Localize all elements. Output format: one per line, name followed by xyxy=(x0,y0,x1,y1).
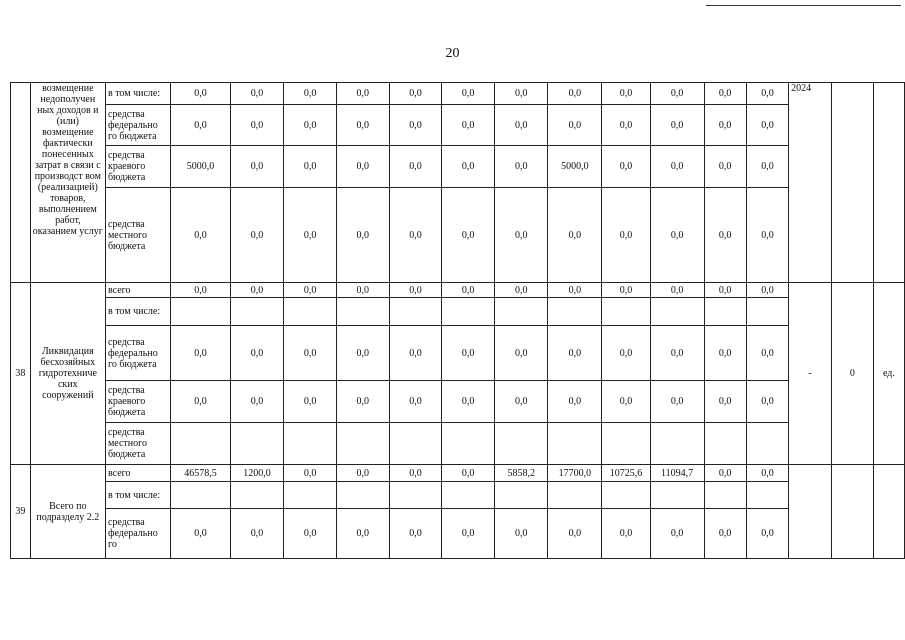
value-cell: 0,0 xyxy=(650,83,704,105)
value-cell xyxy=(650,298,704,326)
value-cell: 0,0 xyxy=(442,326,495,381)
value-cell: 0,0 xyxy=(602,509,650,559)
value-cell: 0,0 xyxy=(171,326,231,381)
value-cell xyxy=(650,482,704,509)
value-cell xyxy=(284,482,337,509)
value-cell: 0,0 xyxy=(548,83,602,105)
value-cell: 0,0 xyxy=(602,283,650,298)
value-cell: 0,0 xyxy=(171,83,231,105)
value-cell: 0,0 xyxy=(442,83,495,105)
value-cell: 0,0 xyxy=(442,283,495,298)
value-cell xyxy=(230,423,284,465)
funding-source: в том числе: xyxy=(105,83,170,105)
value-cell: 0,0 xyxy=(494,381,548,423)
indicator-value: - xyxy=(789,283,832,465)
value-cell: 0,0 xyxy=(602,83,650,105)
value-cell: 0,0 xyxy=(230,509,284,559)
value-cell: 0,0 xyxy=(230,83,284,105)
target-value: 0 xyxy=(831,283,873,465)
value-cell: 0,0 xyxy=(284,509,337,559)
value-cell xyxy=(602,423,650,465)
value-cell: 0,0 xyxy=(389,105,442,146)
value-cell: 0,0 xyxy=(650,326,704,381)
value-cell: 0,0 xyxy=(230,381,284,423)
value-cell: 0,0 xyxy=(284,188,337,283)
value-cell: 0,0 xyxy=(494,83,548,105)
value-cell: 0,0 xyxy=(442,105,495,146)
value-cell: 0,0 xyxy=(746,465,788,482)
table-row xyxy=(11,465,905,482)
funding-source: средства краевого бюджета xyxy=(105,381,170,423)
value-cell: 0,0 xyxy=(171,188,231,283)
value-cell: 0,0 xyxy=(230,283,284,298)
unit-value: ед. xyxy=(873,283,904,465)
value-cell: 0,0 xyxy=(650,188,704,283)
table-row xyxy=(11,423,905,465)
year-cell xyxy=(789,465,832,559)
value-cell xyxy=(746,423,788,465)
value-cell xyxy=(704,482,746,509)
value-cell: 0,0 xyxy=(746,105,788,146)
value-cell: 0,0 xyxy=(389,283,442,298)
value-cell: 0,0 xyxy=(171,105,231,146)
funding-source: средства местного бюджета xyxy=(105,188,170,283)
value-cell xyxy=(650,423,704,465)
value-cell xyxy=(602,482,650,509)
value-cell: 0,0 xyxy=(548,381,602,423)
table-row xyxy=(11,326,905,381)
row-number: 39 xyxy=(11,465,31,559)
value-cell: 0,0 xyxy=(336,283,389,298)
item-name: Ликвидация бесхозяйных гидротехниче ских сооружений xyxy=(30,283,105,465)
table-body xyxy=(11,83,905,559)
item-name: возмещение недополучен ных доходов и (или) возмещение фактически понесенных затрат в связи с производст вом (реализацией) товаров, выполнением работ, оказанием услуг xyxy=(30,83,105,283)
table-row xyxy=(11,298,905,326)
year-cell: 2024 xyxy=(789,83,832,283)
value-cell: 0,0 xyxy=(704,381,746,423)
value-cell: 0,0 xyxy=(494,146,548,188)
value-cell: 0,0 xyxy=(704,326,746,381)
value-cell: 0,0 xyxy=(389,326,442,381)
value-cell: 0,0 xyxy=(548,188,602,283)
value-cell: 0,0 xyxy=(336,509,389,559)
funding-source: в том числе: xyxy=(105,482,170,509)
value-cell: 0,0 xyxy=(336,381,389,423)
value-cell: 0,0 xyxy=(284,465,337,482)
table-row xyxy=(11,146,905,188)
value-cell xyxy=(171,423,231,465)
table-row xyxy=(11,188,905,283)
value-cell xyxy=(336,423,389,465)
value-cell xyxy=(602,298,650,326)
value-cell: 0,0 xyxy=(336,83,389,105)
value-cell: 10725,6 xyxy=(602,465,650,482)
value-cell xyxy=(494,482,548,509)
value-cell: 0,0 xyxy=(494,326,548,381)
value-cell: 0,0 xyxy=(704,465,746,482)
value-cell: 0,0 xyxy=(389,146,442,188)
table-row xyxy=(11,509,905,559)
unit-cell xyxy=(873,83,904,283)
value-cell: 0,0 xyxy=(746,381,788,423)
value-cell: 0,0 xyxy=(336,146,389,188)
value-cell: 0,0 xyxy=(389,509,442,559)
value-cell: 0,0 xyxy=(548,283,602,298)
value-cell: 0,0 xyxy=(746,83,788,105)
value-cell: 0,0 xyxy=(389,465,442,482)
value-cell xyxy=(389,298,442,326)
value-cell: 46578,5 xyxy=(171,465,231,482)
value-cell: 0,0 xyxy=(746,188,788,283)
value-cell: 0,0 xyxy=(284,105,337,146)
funding-source: всего xyxy=(105,465,170,482)
value-cell: 0,0 xyxy=(284,381,337,423)
value-cell xyxy=(171,482,231,509)
value-cell: 5858,2 xyxy=(494,465,548,482)
funding-source: средства федерально го xyxy=(105,509,170,559)
value-cell: 0,0 xyxy=(548,509,602,559)
value-cell xyxy=(548,298,602,326)
value-cell: 0,0 xyxy=(230,188,284,283)
value-cell xyxy=(548,423,602,465)
value-cell xyxy=(284,298,337,326)
value-cell xyxy=(442,423,495,465)
funding-source: средства краевого бюджета xyxy=(105,146,170,188)
value-cell: 5000,0 xyxy=(548,146,602,188)
value-cell xyxy=(746,298,788,326)
value-cell: 0,0 xyxy=(602,326,650,381)
value-cell: 0,0 xyxy=(171,283,231,298)
value-cell: 1200,0 xyxy=(230,465,284,482)
value-cell: 0,0 xyxy=(336,465,389,482)
header-rule xyxy=(706,5,901,6)
value-cell: 0,0 xyxy=(746,509,788,559)
indicator-cell xyxy=(831,465,873,559)
value-cell xyxy=(494,298,548,326)
table-row xyxy=(11,381,905,423)
value-cell: 0,0 xyxy=(336,326,389,381)
unit-cell xyxy=(873,465,904,559)
value-cell: 0,0 xyxy=(389,83,442,105)
value-cell xyxy=(336,482,389,509)
budget-table xyxy=(10,82,905,559)
page-number: 20 xyxy=(445,46,460,61)
value-cell: 0,0 xyxy=(284,146,337,188)
value-cell xyxy=(548,482,602,509)
value-cell: 0,0 xyxy=(650,381,704,423)
table-row xyxy=(11,283,905,298)
item-name: Всего по подразделу 2.2 xyxy=(30,465,105,559)
table-row xyxy=(11,105,905,146)
table-row xyxy=(11,482,905,509)
funding-source: средства федерально го бюджета xyxy=(105,105,170,146)
value-cell: 0,0 xyxy=(494,283,548,298)
value-cell xyxy=(284,423,337,465)
table-row xyxy=(11,83,905,105)
value-cell: 0,0 xyxy=(704,509,746,559)
value-cell: 0,0 xyxy=(336,105,389,146)
value-cell: 0,0 xyxy=(494,509,548,559)
value-cell xyxy=(704,423,746,465)
value-cell xyxy=(704,298,746,326)
value-cell xyxy=(389,423,442,465)
value-cell: 0,0 xyxy=(494,188,548,283)
funding-source: средства местного бюджета xyxy=(105,423,170,465)
row-number: 38 xyxy=(11,283,31,465)
value-cell: 0,0 xyxy=(602,188,650,283)
funding-source: всего xyxy=(105,283,170,298)
value-cell: 0,0 xyxy=(746,283,788,298)
value-cell: 11094,7 xyxy=(650,465,704,482)
value-cell: 0,0 xyxy=(171,509,231,559)
value-cell: 0,0 xyxy=(494,105,548,146)
value-cell: 0,0 xyxy=(704,188,746,283)
value-cell xyxy=(171,298,231,326)
value-cell: 0,0 xyxy=(230,326,284,381)
value-cell xyxy=(336,298,389,326)
value-cell: 0,0 xyxy=(548,326,602,381)
value-cell: 0,0 xyxy=(650,283,704,298)
value-cell: 0,0 xyxy=(442,509,495,559)
value-cell: 0,0 xyxy=(704,105,746,146)
value-cell: 0,0 xyxy=(171,381,231,423)
value-cell: 0,0 xyxy=(650,146,704,188)
funding-source: в том числе: xyxy=(105,298,170,326)
indicator-cell xyxy=(831,83,873,283)
value-cell: 0,0 xyxy=(602,105,650,146)
value-cell: 0,0 xyxy=(602,381,650,423)
value-cell: 0,0 xyxy=(389,188,442,283)
value-cell: 0,0 xyxy=(389,381,442,423)
value-cell: 17700,0 xyxy=(548,465,602,482)
value-cell: 0,0 xyxy=(442,146,495,188)
value-cell: 0,0 xyxy=(284,83,337,105)
value-cell: 0,0 xyxy=(746,326,788,381)
value-cell: 0,0 xyxy=(650,509,704,559)
value-cell: 0,0 xyxy=(442,188,495,283)
value-cell: 0,0 xyxy=(336,188,389,283)
value-cell: 0,0 xyxy=(442,465,495,482)
value-cell xyxy=(389,482,442,509)
value-cell: 0,0 xyxy=(284,326,337,381)
value-cell: 0,0 xyxy=(230,146,284,188)
value-cell xyxy=(494,423,548,465)
funding-source: средства федерально го бюджета xyxy=(105,326,170,381)
value-cell: 0,0 xyxy=(602,146,650,188)
value-cell: 0,0 xyxy=(704,146,746,188)
value-cell xyxy=(230,482,284,509)
value-cell: 0,0 xyxy=(746,146,788,188)
value-cell: 0,0 xyxy=(442,381,495,423)
row-number xyxy=(11,83,31,283)
value-cell: 0,0 xyxy=(650,105,704,146)
value-cell: 0,0 xyxy=(548,105,602,146)
value-cell xyxy=(442,298,495,326)
value-cell: 5000,0 xyxy=(171,146,231,188)
value-cell: 0,0 xyxy=(230,105,284,146)
value-cell: 0,0 xyxy=(704,283,746,298)
value-cell xyxy=(442,482,495,509)
value-cell xyxy=(230,298,284,326)
value-cell xyxy=(746,482,788,509)
value-cell: 0,0 xyxy=(284,283,337,298)
value-cell: 0,0 xyxy=(704,83,746,105)
